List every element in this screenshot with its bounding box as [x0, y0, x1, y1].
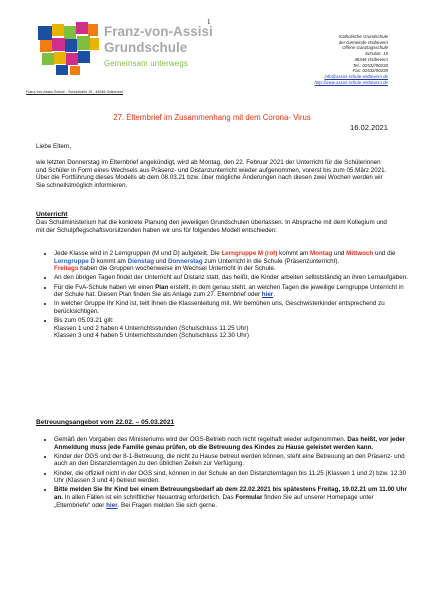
- day-freitags: Freitags: [54, 265, 79, 273]
- list-item: • Bitte melden Sie Ihr Kind bei einem Betreuungsbedarf ab dem 22.02.2021 bis spätestens Freitag, 19.02.21 um 11.00 Uhr an. In allen Fällen ist ein schriftlicher Neuantrag erforderlich. Das Formular finden Sie auf unserer Homepage unter „Elternbriefe“ oder hier. Bei Fragen melden Sie sich gerne.: [54, 486, 408, 509]
- school-name-line1: Franz-von-Assisi: [104, 24, 213, 39]
- section-heading-unterricht: Unterricht: [36, 211, 68, 218]
- address-line: Katholische Grundschule: [339, 34, 388, 39]
- address-block: [268, 34, 388, 85]
- day-mittwoch: Mittwoch: [346, 250, 374, 257]
- group-m-label: Lerngruppe M (rot): [221, 250, 278, 257]
- salutation: Liebe Eltern,: [36, 143, 72, 150]
- list-item: • Gemäß den Vorgaben des Ministeriums wird der OGS-Betrieb noch nicht regelhaft wieder aufgenommen. Das heißt, vor jeder Anmeldung muss jede Familie genau prüfen, ob die Betreuung des Kindes zu Hause geleistet werden kann.: [54, 436, 408, 451]
- page-number: 1: [207, 18, 211, 26]
- school-name-line2: Grundschule: [104, 40, 188, 55]
- school-name: [104, 24, 213, 56]
- plan-link[interactable]: hier: [261, 291, 274, 299]
- list-item: • Für die FvA-Schule haben wir einen Plan erstellt, in dem genau steht, an welchen Tagen die jeweilige Lerngruppe Unterricht in der Schule hat. Diesen Plan finden Sie als Anlage zum 27. Elternbrief oder hier.: [54, 284, 408, 299]
- list-item: • Bis zum 05.03.21 gilt: Klassen 1 und 2 haben 4 Unterrichtsstunden (Schulschluss 11.25 Uhr) Klassen 3 und 4 haben 5 Unterrichtsstunden (Schulschluss 12.30 Uhr): [54, 317, 408, 340]
- list-item: • Jede Klasse wird in 2 Lerngruppen (M und D) aufgeteilt. Die Lerngruppe M (rot) kommt am Montag und Mittwoch und die Lerngruppe D kommt am Dienstag und Donnerstag zum Unterricht in die Schule (Präsenzunterricht). Freitags haben die Gruppen wochenweise im Wechsel Unterricht in der Schule.: [54, 250, 408, 273]
- letter-title: 27. Elternbrief im Zusammenhang mit dem Corona- Virus: [113, 113, 311, 122]
- list-item: • In welcher Gruppe Ihr Kind ist, teilt Ihnen die Klassenleitung mit. Wir bemühen uns, Geschwisterkinder entsprechend zu berücksichtigen.: [54, 300, 408, 315]
- section-heading-betreuung: Betreuungsangebot vom 22.02. – 05.03.2021: [36, 419, 175, 426]
- list-item: • Kinder der OGS und der 8-1-Betreuung, die nicht zu Hause betreut werden können, steht eine Betreuung an den Präsenz- und auch an den Distanzlerntagen zu den üblichen Zeiten zur Verfügung.: [54, 453, 408, 468]
- section1-text: Das Schulministerium hat die konkrete Planung den jeweiligen Grundschulen überlassen. In Absprache mit dem Kollegium und mit der Schulpflegschaftsvorsitzenden haben wir uns für folgendes Modell entschieden:: [36, 219, 387, 234]
- list-item: • Kinder, die offiziell nicht in der OGS sind, können in der Schule an den Distanzlerntagen bis 11.25 (Klassen 1 und 2) bzw. 12.30 Uhr (Klassen 3 und 4) betreut werden.: [54, 470, 408, 485]
- letter-date: 16.02.2021: [349, 123, 388, 132]
- day-montag: Montag: [310, 250, 333, 257]
- address-line: der Gemeinde Ostbevern: [338, 39, 388, 45]
- sender-line: Franz-von-Assisi-Schule - Schulstraße 15 - 48346 Ostbevern: [26, 90, 124, 94]
- address-line: Tel.: 02532/90230: [353, 62, 388, 68]
- day-donnerstag: Donnerstag: [167, 257, 203, 265]
- address-line: Offene Ganztagsschule: [342, 45, 388, 51]
- section2-list: [36, 436, 408, 511]
- logo-mosaic-icon: [38, 22, 99, 75]
- website-link[interactable]: http://www.assisi-schule-ostbevern.de: [314, 79, 388, 85]
- intro-paragraph: wie letzten Donnerstag im Elternbrief angekündigt, wird ab Montag, den 22. Februar 2021 der Unterricht für die Schülerinnen und Schüler in Form eines Wechsels aus Präsenz- und Distanzunterricht wieder aufgenommen, vorerst bis zum 05.März 2021. Über die Fortführung dieses Modells ab dem 08.03.21 bzw. über mögliche Änderungen nach diesen zwei Wochen werden wir Sie schnellstmöglich informieren.: [36, 159, 387, 189]
- day-dienstag: Dienstag: [127, 257, 155, 265]
- section1-list: [36, 250, 408, 342]
- address-line: 48346 Ostbevern: [354, 56, 388, 62]
- email-link[interactable]: info@assisi-schule-ostbevern.de: [324, 73, 388, 79]
- form-link[interactable]: hier: [106, 501, 118, 509]
- address-line: Fax: 02532/90239: [352, 68, 388, 74]
- group-d-label: Lerngruppe D: [54, 257, 95, 265]
- school-tagline: Gemeinsam unterwegs: [104, 59, 188, 68]
- address-line: Schulstr. 15: [364, 51, 388, 57]
- list-item: • An den übrigen Tagen findet der Unterricht auf Distanz statt, das heißt, die Kinder arbeiten selbstständig an ihren Lernaufgaben.: [54, 274, 408, 282]
